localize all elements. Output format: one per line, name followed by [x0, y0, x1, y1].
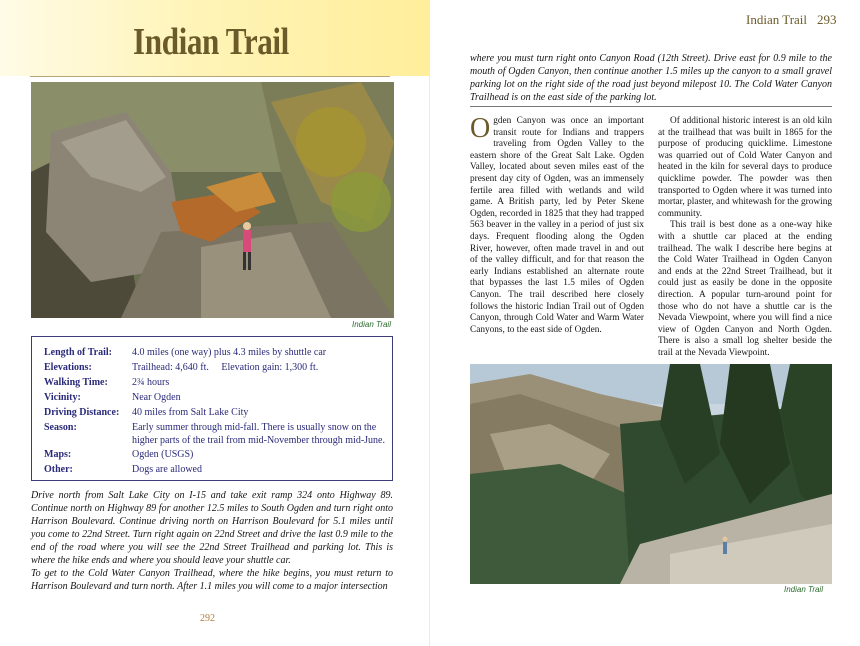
info-label: Length of Trail: [44, 347, 112, 358]
info-value: Near Ogden [132, 392, 181, 403]
running-head-title: Indian Trail [746, 12, 808, 27]
photo-caption: Indian Trail [352, 320, 391, 329]
drop-cap: O [470, 113, 491, 144]
paragraph-3: This trail is best done as a one-way hike with a shuttle car placed at the ending trailhead. The walk I describe here begins at the Cold Water Trailhead in Ogden Canyon and ends at the 22nd Street Trailhead, but it could just as easily be done in the opposite direction. A popular turn-around point for those who do not have a shuttle car is the Nevada Viewpoint, where you will find a nice view of Ogden Canyon and North Ogden. There is also a small log shelter beside the trail at the Nevada Viewpoint. [658, 220, 832, 358]
info-value: Early summer through mid-fall. There is usually snow on the higher parts of the trail from mid-November through mid-June. [132, 422, 385, 446]
title-rule [30, 76, 390, 77]
info-value: Ogden (USGS) [132, 449, 194, 460]
info-value: Dogs are allowed [132, 464, 202, 475]
page-number-left: 292 [200, 613, 215, 624]
body-column-left [470, 113, 644, 336]
info-value: 40 miles from Salt Lake City [132, 407, 249, 418]
info-value: 2¾ hours [132, 377, 170, 388]
photo-caption: Indian Trail [784, 585, 823, 594]
info-label: Driving Distance: [44, 407, 120, 418]
info-label: Elevations: [44, 362, 92, 373]
info-label: Season: [44, 422, 77, 433]
running-head [746, 12, 837, 28]
info-value: Trailhead: 4,640 ft. Elevation gain: 1,300 ft. [132, 362, 319, 373]
section-rule [470, 106, 832, 107]
trail-info-box [31, 336, 393, 481]
info-label: Other: [44, 464, 73, 475]
driving-directions-continued: where you must turn right onto Canyon Road (12th Street). Drive east for 0.9 mile to the mouth of Ogden Canyon, then continue another 1.5 miles up the canyon to a small gravel parking lot on the right side of the road just beyond milepost 10. The Cold Water Canyon Trailhead is on the east side of the parking lot. [470, 53, 832, 103]
info-label: Walking Time: [44, 377, 108, 388]
info-label: Vicinity: [44, 392, 81, 403]
info-label: Maps: [44, 449, 72, 460]
info-value: 4.0 miles (one way) plus 4.3 miles by shuttle car [132, 347, 327, 358]
body-column-right [658, 116, 832, 359]
driving-directions-1: Drive north from Salt Lake City on I-15 and take exit ramp 324 onto Highway 89. Continue north on Highway 89 for another 12.5 miles to South Ogden and turn right onto Harrison Boulevard. Continue driving north on Harrison Boulevard for 5.1 miles until you come to 22nd Street. Turn right again on 22nd Street and drive the last 0.9 mile to the end of the road where you will see the 22nd Street Trailhead and parking lot. This is where the hike ends and where you should leave your shuttle car. [31, 490, 393, 566]
paragraph-1: gden Canyon was once an important transit route for Indians and trappers traveling from Ogden Valley to the eastern shore of the Great Salt Lake. Ogden Valley, located about seven miles east of the present day city of Ogden, was an immensely fertile area filled with wetlands and wild game. A British party, led by Peter Skene Ogden, recorded in 1825 that they had trapped 563 beaver in the valley in a period of just six days. Frequent flooding along the Ogden River, however, often made travel in and out of the valley difficult, and for that reason the early Indians established an alternate route that bypasses the last 1.5 miles of Ogden Canyon. The trail described here closely follows the historic Indian Trail out of Ogden Canyon, through Cold Water and Warm Water Canyons, to the east side of Ogden. [470, 116, 644, 335]
right-page [430, 0, 860, 646]
page-number-right: 293 [817, 12, 837, 27]
trail-photo-boulder [31, 82, 394, 318]
trail-photo-canyon [470, 364, 832, 584]
paragraph-2: Of additional historic interest is an old kiln at the trailhead that was built in 1865 for the purpose of producing quicklime. Limestone was quarried out of Cold Water Canyon and heated in the kiln for several days to produce quicklime powder. The powder was then transported to Ogden where it was turned into mortar, plaster, and whitewash for the growing community. [658, 116, 832, 219]
driving-directions-2: To get to the Cold Water Canyon Trailhead, where the hike begins, you must return to Harrison Boulevard and turn north. After 1.1 miles you will come to a major intersection [31, 568, 393, 592]
chapter-title: Indian Trail [133, 21, 289, 63]
